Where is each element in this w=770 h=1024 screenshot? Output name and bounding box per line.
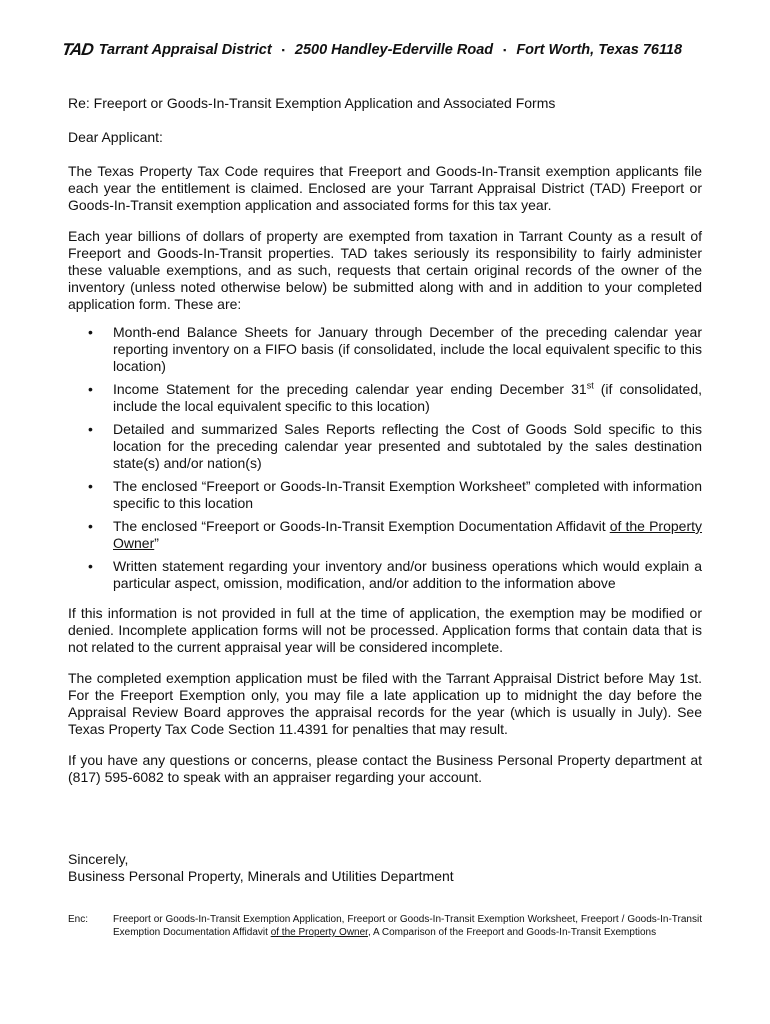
enclosures-label: Enc: bbox=[68, 914, 89, 925]
department-signature: Business Personal Property, Minerals and Utilities Department bbox=[68, 868, 454, 884]
enclosures-text-part: , A Comparison of the Freeport and Goods-In-Transit Exemptions bbox=[367, 927, 657, 938]
valediction: Sincerely, bbox=[68, 851, 129, 867]
enclosures-list bbox=[113, 913, 702, 939]
list-item-text bbox=[113, 518, 702, 551]
paragraph-requirements: Each year billions of dollars of property are exempted from taxation in Tarrant County as a result of Freeport and Goods-In-Transit properties. TAD takes seriously its responsibility to fairly administer these valuable exemptions, and as such, requests that certain original records of the owner of the inventory (unless noted otherwise below) be submitted along with and in addition to your completed application form. These are: bbox=[68, 228, 702, 312]
list-item bbox=[68, 558, 702, 592]
paragraph-contact: If you have any questions or concerns, please contact the Business Personal Property department at (817) 595-6082 to speak with an appraiser regarding your account. bbox=[68, 752, 702, 785]
list-item-text: Written statement regarding your inventory and/or business operations which would explain a particular aspect, omission, modification, and/or addition to the information above bbox=[113, 558, 702, 591]
required-records-list bbox=[68, 324, 702, 598]
letterhead bbox=[62, 40, 682, 60]
list-item bbox=[68, 421, 702, 472]
list-item-text bbox=[113, 381, 702, 414]
city-state-zip: Fort Worth, Texas 76118 bbox=[516, 42, 683, 58]
list-item-text: The enclosed “Freeport or Goods-In-Transit Exemption Worksheet” completed with information specific to this location bbox=[113, 478, 702, 511]
list-item bbox=[68, 324, 702, 375]
underlined-text: of the Property Owner bbox=[270, 927, 368, 938]
salutation: Dear Applicant: bbox=[68, 129, 163, 145]
list-item-text-part: ” bbox=[154, 535, 159, 551]
list-item bbox=[68, 381, 702, 415]
list-item bbox=[68, 518, 702, 552]
bullet-icon: • bbox=[88, 381, 93, 397]
paragraph-incomplete: If this information is not provided in full at the time of application, the exemption may be modified or denied. Incomplete application forms will not be processed. Application forms that contain data that is not related to the current appraisal year will be considered incomplete. bbox=[68, 605, 702, 655]
paragraph-deadline: The completed exemption application must be filed with the Tarrant Appraisal District before May 1st. For the Freeport Exemption only, you may file a late application up to midnight the day before the Appraisal Review Board approves the appraisal records for the year (which is usually in July). See Texas Property Tax Code Section 11.4391 for penalties that may result. bbox=[68, 670, 702, 737]
list-item bbox=[68, 478, 702, 512]
enclosures-text-part: Freeport or Goods-In-Transit Exemption Application, Freeport or Goods-In-Transit Exemption Worksheet, Freeport / Goods-In-Transit Exemption Documentation Affidavit bbox=[113, 914, 702, 938]
bullet-icon: • bbox=[88, 421, 93, 437]
paragraph-intro: The Texas Property Tax Code requires that Freeport and Goods-In-Transit exemption applicants file each year the entitlement is claimed. Enclosed are your Tarrant Appraisal District (TAD) Freeport or Goods-In-Transit exemption application and associated forms for this tax year. bbox=[68, 163, 702, 213]
closing-block bbox=[68, 851, 702, 885]
list-item-text: Detailed and summarized Sales Reports reflecting the Cost of Goods Sold specific to this location for the preceding calendar year presented and subtotaled by the sales destination state(s) and/or nation(s) bbox=[113, 421, 702, 471]
re-line: Re: Freeport or Goods-In-Transit Exemption Application and Associated Forms bbox=[68, 95, 556, 111]
street-address: 2500 Handley-Ederville Road bbox=[294, 42, 494, 58]
underlined-text: of the Property Owner bbox=[113, 518, 702, 551]
organization-name: Tarrant Appraisal District bbox=[98, 42, 272, 58]
bullet-icon: • bbox=[88, 324, 93, 340]
bullet-icon: • bbox=[88, 518, 93, 534]
bullet-icon: • bbox=[88, 478, 93, 494]
separator-icon: ▪ bbox=[281, 45, 285, 55]
list-item-text-part: Income Statement for the preceding calendar year ending December 31 bbox=[113, 381, 587, 397]
list-item-text-part: The enclosed “Freeport or Goods-In-Transit Exemption Documentation Affidavit bbox=[113, 518, 610, 534]
superscript: st bbox=[586, 380, 594, 391]
tad-logo: TAD bbox=[60, 40, 95, 59]
list-item-text-part: (if consolidated, include the local equivalent specific to this location) bbox=[113, 381, 702, 414]
enclosures bbox=[68, 913, 702, 939]
separator-icon: ▪ bbox=[503, 45, 507, 55]
bullet-icon: • bbox=[88, 558, 93, 574]
list-item-text: Month-end Balance Sheets for January through December of the preceding calendar year reporting inventory on a FIFO basis (if consolidated, include the local equivalent specific to this location) bbox=[113, 324, 702, 374]
